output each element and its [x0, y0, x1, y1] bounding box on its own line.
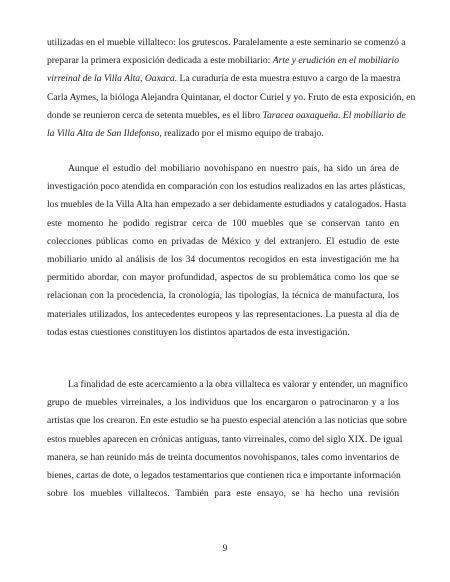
page-number: 9 — [222, 543, 228, 554]
text-line: los muebles de la Villa Alta han empezado a ser debidamente estudiados y catalogados. Hasta — [47, 199, 407, 211]
text-line: bienes, cartas de dote, o legados testamentarios que contienen rica e importante información — [47, 470, 401, 481]
text-line: mobiliario unido al análisis de los 34 documentos recogidos en esta investigación me ha — [47, 254, 399, 265]
text-line: la Villa Alta de San Ildefonso, realizado por el mismo equipo de trabajo. — [47, 128, 324, 139]
text-line: sobre los muebles villaltecos. También para este ensayo, se ha hecho una revisión — [47, 488, 399, 500]
text-line: manera, se han reunido más de treinta documentos novohispanos, tales como inventarios de — [47, 451, 399, 463]
text-line: investigación poco atendida en comparación con los estudios realizados en las artes plásticas, — [47, 181, 406, 193]
text-line: todas estas cuestiones constituyen los distintos apartados de esta investigación. — [47, 326, 350, 338]
text-line: La finalidad de este acercamiento a la obra villalteca es valorar y entender, un magnífico — [68, 379, 408, 390]
text-line: este momento he podido registrar cerca de 100 muebles que se conservan tanto en — [47, 217, 399, 229]
text-line: preparar la primera exposición dedicada a este mobiliario: Arte y erudición en el mobiliario — [47, 55, 399, 67]
text-line: estos muebles aparecen en crónicas antiguas, tanto virreinales, como del siglo XIX. De igual — [47, 433, 403, 445]
text-line: Aunque el estudio del mobiliario novohispano en nuestro país, ha sido un área de — [68, 163, 399, 174]
text-line: permitido abordar, con mayor profundidad, aspectos de su problemática como los que se — [47, 272, 399, 284]
text-line: artistas que los crearon. En este estudio se ha puesto especial atención a las noticias que sobre — [47, 415, 407, 427]
text-line: donde se reunieron cerca de setenta muebles, es el libro Taracea oaxaqueña. El mobiliario de — [47, 109, 406, 121]
text-line: materiales utilizados, los antecedentes europeos y las representaciones. La puesta al día de — [47, 308, 399, 320]
text-line: virreinal de la Villa Alta, Oaxaca. La curaduría de esta muestra estuvo a cargo de la maestra — [47, 73, 401, 85]
text-line: Carla Aymes, la bióloga Alejandra Quintanar, el doctor Curiel y yo. Fruto de esta exposición, en — [47, 91, 416, 103]
text-line: utilizadas en el mueble villalteco: los grutescos. Paralelamente a este seminario se comenzó a — [47, 37, 406, 48]
text-line: relacionan con la procedencia, la cronología, las tipologías, la técnica de manufactura, los — [47, 290, 399, 302]
text-line: colecciones públicas como en privadas de México y del extranjero. El estudio de este — [47, 235, 399, 247]
text-line: grupo de muebles virreinales, a los individuos que los encargaron o patrocinaron y a los — [47, 397, 399, 409]
